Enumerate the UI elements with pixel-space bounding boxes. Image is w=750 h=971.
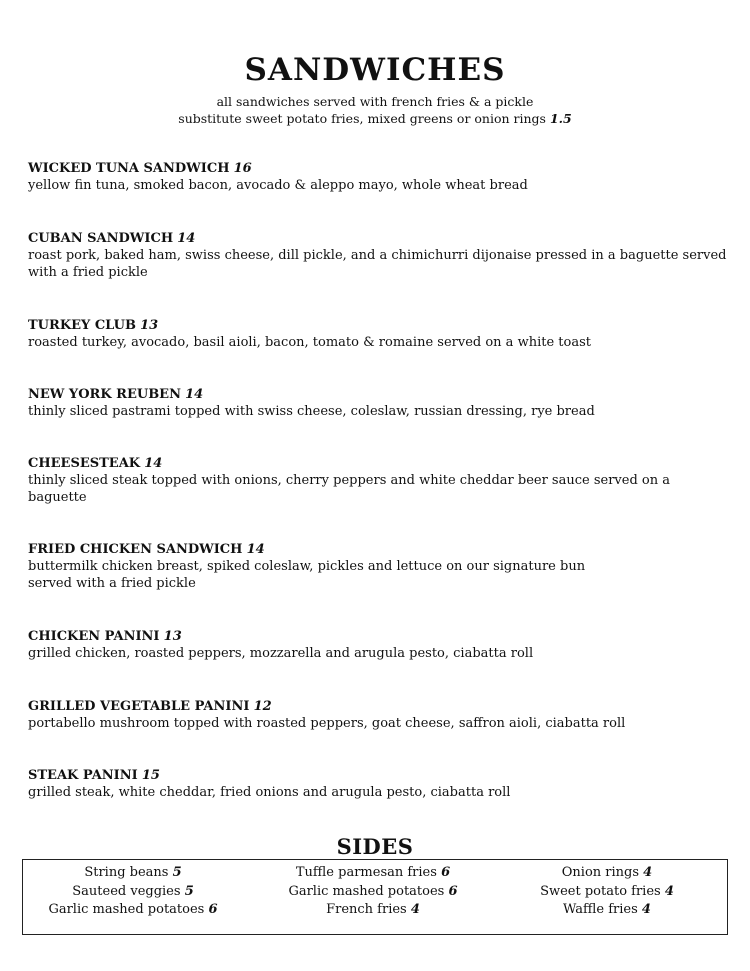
sides-column-3 — [507, 864, 707, 920]
side-item — [33, 901, 233, 920]
item-name: NEW YORK REUBEN — [28, 387, 181, 402]
item-description: buttermilk chicken breast, spiked coleslaw, pickles and lettuce on our signature bun served with a fried pickle — [28, 559, 586, 591]
side-name: Waffle fries — [563, 902, 638, 917]
item-description: thinly sliced pastrami topped with swiss cheese, coleslaw, russian dressing, rye bread — [28, 404, 595, 419]
item-price: 13 — [163, 629, 182, 644]
side-item — [507, 883, 707, 902]
side-name: Sauteed veggies — [72, 883, 181, 899]
side-name: Onion rings — [561, 865, 640, 880]
subtitle-line-1: all sandwiches served with french fries & a pickle — [216, 94, 534, 109]
item-description: roast pork, baked ham, swiss cheese, dill pickle, and a chimichurri dijonaise pressed in a baguette served with a fried pickle — [28, 248, 727, 280]
side-price: 5 — [184, 883, 194, 899]
side-item — [273, 883, 473, 902]
menu-item — [28, 698, 728, 732]
side-price: 5 — [172, 865, 182, 880]
item-price: 14 — [177, 231, 196, 246]
item-name: FRIED CHICKEN SANDWICH — [28, 542, 243, 557]
subtitle-line-2 — [0, 111, 750, 126]
side-price: 6 — [448, 883, 458, 899]
item-name: CHICKEN PANINI — [28, 629, 160, 644]
item-description: grilled chicken, roasted peppers, mozzarella and arugula pesto, ciabatta roll — [28, 646, 534, 661]
page-title: SANDWICHES — [244, 52, 506, 88]
item-name: WICKED TUNA SANDWICH — [28, 161, 230, 176]
sides-column-1 — [33, 864, 233, 920]
subtitle-line-2-text: substitute sweet potato fries, mixed greens or onion rings — [178, 111, 546, 126]
side-price: 6 — [208, 902, 218, 917]
item-name: TURKEY CLUB — [28, 318, 136, 333]
side-item — [273, 864, 473, 883]
item-description: grilled steak, white cheddar, fried onions and arugula pesto, ciabatta roll — [28, 785, 511, 800]
menu-item — [28, 317, 728, 351]
item-description: yellow fin tuna, smoked bacon, avocado & aleppo mayo, whole wheat bread — [28, 178, 528, 193]
side-name: French fries — [326, 902, 407, 917]
side-price: 6 — [441, 865, 451, 880]
item-name: GRILLED VEGETABLE PANINI — [28, 699, 250, 714]
side-item — [507, 864, 707, 883]
menu-item — [28, 386, 728, 420]
subtitle-price: 1.5 — [549, 111, 572, 126]
item-price: 12 — [253, 699, 272, 714]
item-description: portabello mushroom topped with roasted peppers, goat cheese, saffron aioli, ciabatta roll — [28, 716, 626, 731]
item-price: 14 — [246, 542, 265, 557]
item-description: thinly sliced steak topped with onions, cherry peppers and white cheddar beer sauce served on a baguette — [28, 473, 670, 505]
item-price: 13 — [140, 318, 159, 333]
item-name: CHEESESTEAK — [28, 456, 141, 471]
item-name: CUBAN SANDWICH — [28, 231, 174, 246]
side-item — [33, 883, 233, 902]
item-price: 14 — [185, 387, 204, 402]
menu-item — [28, 767, 728, 801]
menu-item — [28, 455, 728, 506]
side-item — [507, 901, 707, 920]
sides-column-2 — [273, 864, 473, 920]
menu-item — [28, 160, 728, 194]
side-name: String beans — [84, 865, 169, 880]
side-price: 4 — [643, 865, 653, 880]
side-item — [33, 864, 233, 883]
item-price: 14 — [144, 456, 163, 471]
side-name: Sweet potato fries — [540, 883, 661, 899]
menu-item — [28, 230, 728, 281]
side-item — [273, 901, 473, 920]
side-name: Tuffle parmesan fries — [295, 865, 437, 880]
item-description: roasted turkey, avocado, basil aioli, bacon, tomato & romaine served on a white toast — [28, 335, 591, 350]
sides-box — [22, 859, 728, 935]
item-name: STEAK PANINI — [28, 768, 138, 783]
side-name: Garlic mashed potatoes — [48, 902, 205, 917]
menu-item — [28, 541, 728, 592]
side-price: 4 — [641, 902, 651, 917]
side-price: 4 — [664, 883, 674, 899]
side-price: 4 — [410, 902, 420, 917]
sides-title: SIDES — [336, 834, 414, 859]
side-name: Garlic mashed potatoes — [288, 883, 445, 899]
item-price: 15 — [141, 768, 160, 783]
menu-item — [28, 628, 728, 662]
item-price: 16 — [233, 161, 252, 176]
